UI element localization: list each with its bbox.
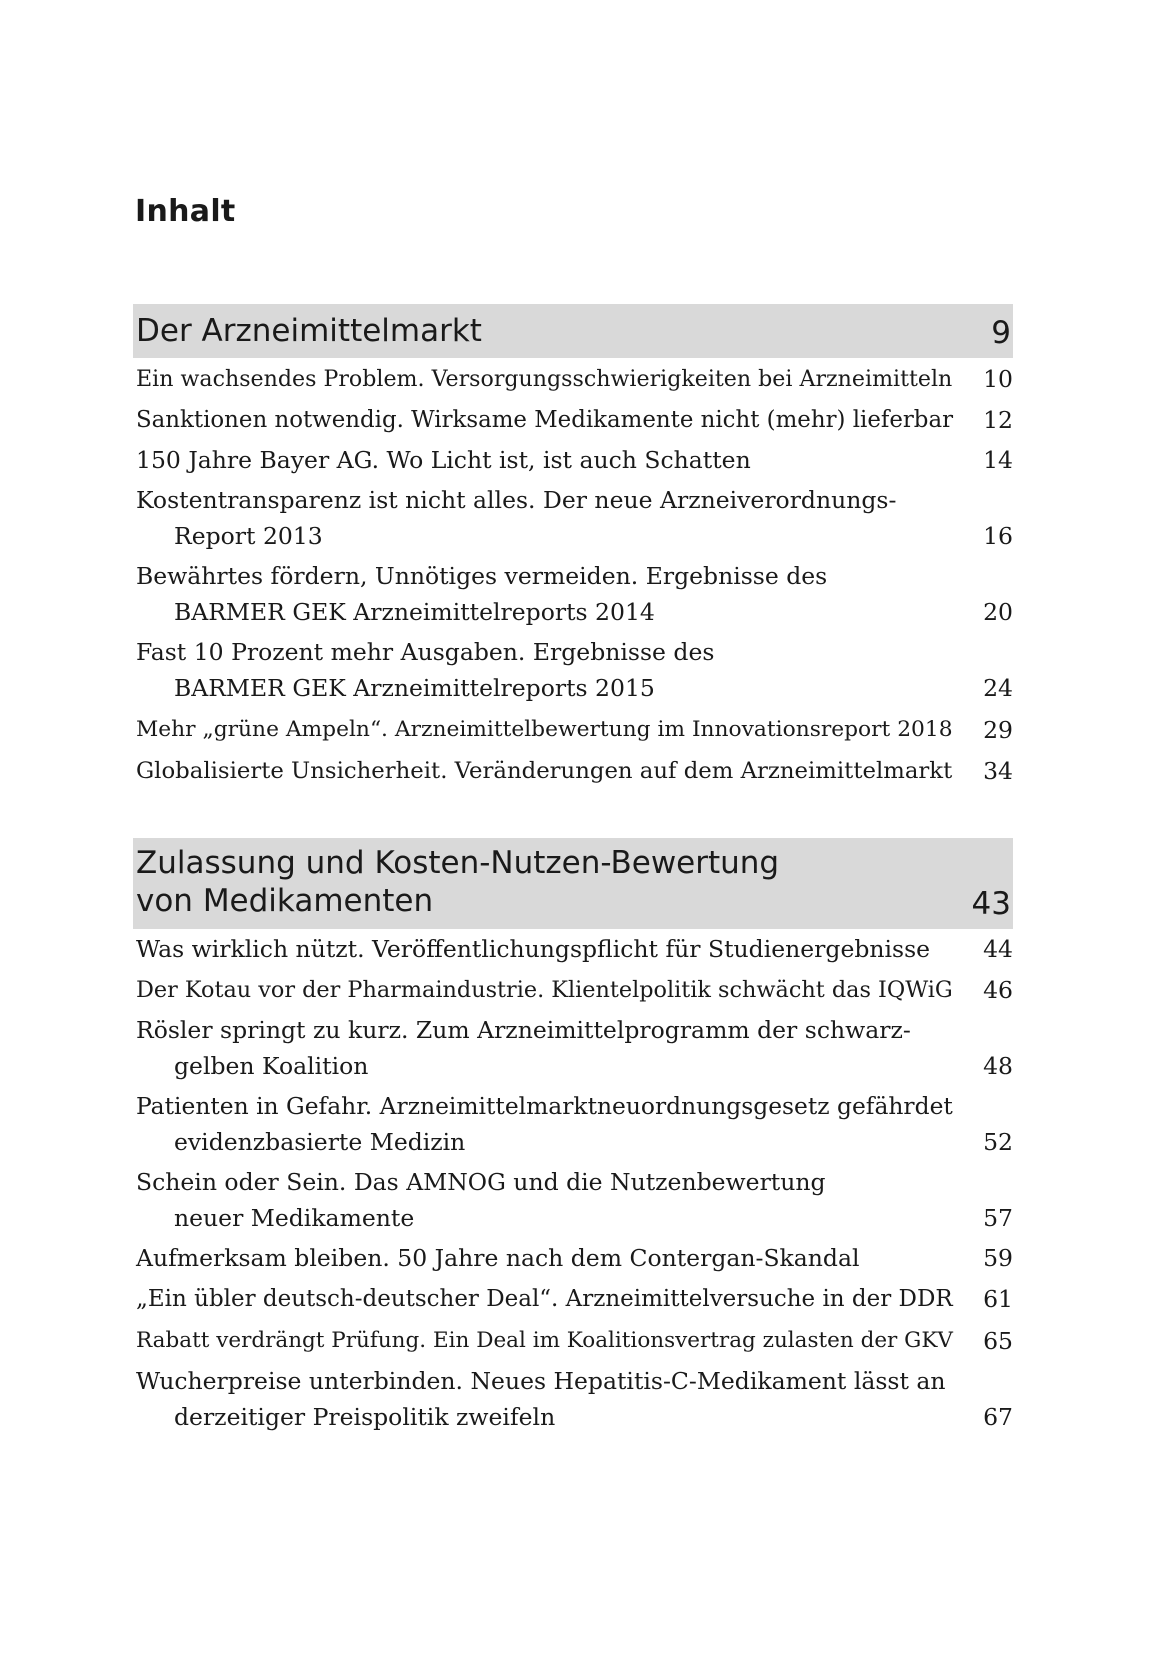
entry-title-continuation: Report 2013 xyxy=(174,522,323,550)
entry-title-line: Sanktionen notwendig. Wirksame Medikamente nicht (mehr) lieferbar xyxy=(136,407,954,433)
section-page-number: 9 xyxy=(991,315,1011,351)
toc-entry xyxy=(133,442,1013,478)
entry-title-line: Rösler springt zu kurz. Zum Arzneimittelprogramm der schwarz- xyxy=(136,1016,911,1044)
entry-title-line: Rabatt verdrängt Prüfung. Ein Deal im Koalitionsvertrag zulasten der GKV xyxy=(136,1328,953,1353)
entry-page-number: 46 xyxy=(983,976,1013,1004)
toc-entry xyxy=(133,931,1013,967)
entry-page-number: 57 xyxy=(983,1204,1013,1232)
toc-entry xyxy=(133,1164,1013,1236)
entry-title-line: 150 Jahre Bayer AG. Wo Licht ist, ist auch Schatten xyxy=(136,446,751,474)
entry-title-line: Mehr „grüne Ampeln“. Arzneimittelbewertung im Innovationsreport 2018 xyxy=(136,717,953,742)
entry-title-line: Globalisierte Unsicherheit. Veränderungen auf dem Arzneimittelmarkt xyxy=(136,758,953,784)
entry-title-line: Bewährtes fördern, Unnötiges vermeiden. Ergebnisse des xyxy=(136,562,828,590)
entry-title-continuation: BARMER GEK Arzneimittelreports 2015 xyxy=(174,674,655,702)
section-title: Der Arzneimittelmarkt xyxy=(136,313,482,349)
toc-entry xyxy=(133,634,1013,706)
toc-entry-list xyxy=(133,931,1013,1435)
entry-page-number: 61 xyxy=(983,1285,1013,1313)
toc-title: Inhalt xyxy=(135,194,236,229)
entry-page-number: 65 xyxy=(983,1327,1013,1355)
toc-section xyxy=(133,304,1013,793)
toc-entry xyxy=(133,1363,1013,1435)
entry-title-line: Ein wachsendes Problem. Versorgungsschwierigkeiten bei Arzneimitteln xyxy=(136,366,953,392)
entry-title-line: Kostentransparenz ist nicht alles. Der neue Arzneiverordnungs- xyxy=(136,486,897,514)
toc-entry xyxy=(133,401,1013,438)
entry-page-number: 14 xyxy=(983,446,1013,474)
toc-entry xyxy=(133,1280,1013,1317)
entry-title-line: Schein oder Sein. Das AMNOG und die Nutzenbewertung xyxy=(136,1168,826,1196)
entry-page-number: 16 xyxy=(983,522,1013,550)
entry-title-line: Was wirklich nützt. Veröffentlichungspflicht für Studienergebnisse xyxy=(136,935,931,963)
entry-page-number: 24 xyxy=(983,674,1013,702)
entry-page-number: 52 xyxy=(983,1128,1013,1156)
toc-entry xyxy=(133,1088,1013,1160)
entry-title-continuation: gelben Koalition xyxy=(174,1052,369,1080)
entry-title-line: „Ein übler deutsch-deutscher Deal“. Arzneimittelversuche in der DDR xyxy=(136,1286,953,1312)
toc-entry xyxy=(133,1012,1013,1084)
section-header xyxy=(133,304,1013,358)
section-title: Zulassung und Kosten-Nutzen-Bewertung von Medikamenten xyxy=(136,845,780,919)
section-header xyxy=(133,838,1013,929)
toc-entry xyxy=(133,1240,1013,1276)
toc-entry xyxy=(133,710,1013,748)
entry-page-number: 10 xyxy=(983,365,1013,393)
entry-page-number: 48 xyxy=(983,1052,1013,1080)
entry-title-continuation: BARMER GEK Arzneimittelreports 2014 xyxy=(174,598,655,626)
toc-entry xyxy=(133,752,1013,789)
entry-page-number: 34 xyxy=(983,757,1013,785)
entry-page-number: 29 xyxy=(983,716,1013,744)
entry-title-continuation: evidenzbasierte Medizin xyxy=(174,1128,466,1156)
toc-entry xyxy=(133,971,1013,1008)
entry-title-continuation: neuer Medikamente xyxy=(174,1204,415,1232)
entry-title-line: Wucherpreise unterbinden. Neues Hepatitis-C-Medikament lässt an xyxy=(136,1367,946,1395)
entry-page-number: 20 xyxy=(983,598,1013,626)
entry-page-number: 67 xyxy=(983,1403,1013,1431)
toc-entry xyxy=(133,1321,1013,1359)
entry-page-number: 44 xyxy=(983,935,1013,963)
toc-entry xyxy=(133,360,1013,397)
entry-title-continuation: derzeitiger Preispolitik zweifeln xyxy=(174,1403,556,1431)
toc-section xyxy=(133,838,1013,1439)
entry-title-line: Patienten in Gefahr. Arzneimittelmarktneuordnungsgesetz gefährdet xyxy=(136,1092,953,1120)
section-page-number: 43 xyxy=(971,886,1011,922)
toc-entry-list xyxy=(133,360,1013,789)
entry-title-line: Fast 10 Prozent mehr Ausgaben. Ergebnisse des xyxy=(136,638,715,666)
entry-page-number: 12 xyxy=(983,406,1013,434)
toc-entry xyxy=(133,482,1013,554)
toc-entry xyxy=(133,558,1013,630)
entry-title-line: Der Kotau vor der Pharmaindustrie. Klientelpolitik schwächt das IQWiG xyxy=(136,977,953,1003)
entry-page-number: 59 xyxy=(983,1244,1013,1272)
entry-title-line: Aufmerksam bleiben. 50 Jahre nach dem Contergan-Skandal xyxy=(136,1244,860,1272)
